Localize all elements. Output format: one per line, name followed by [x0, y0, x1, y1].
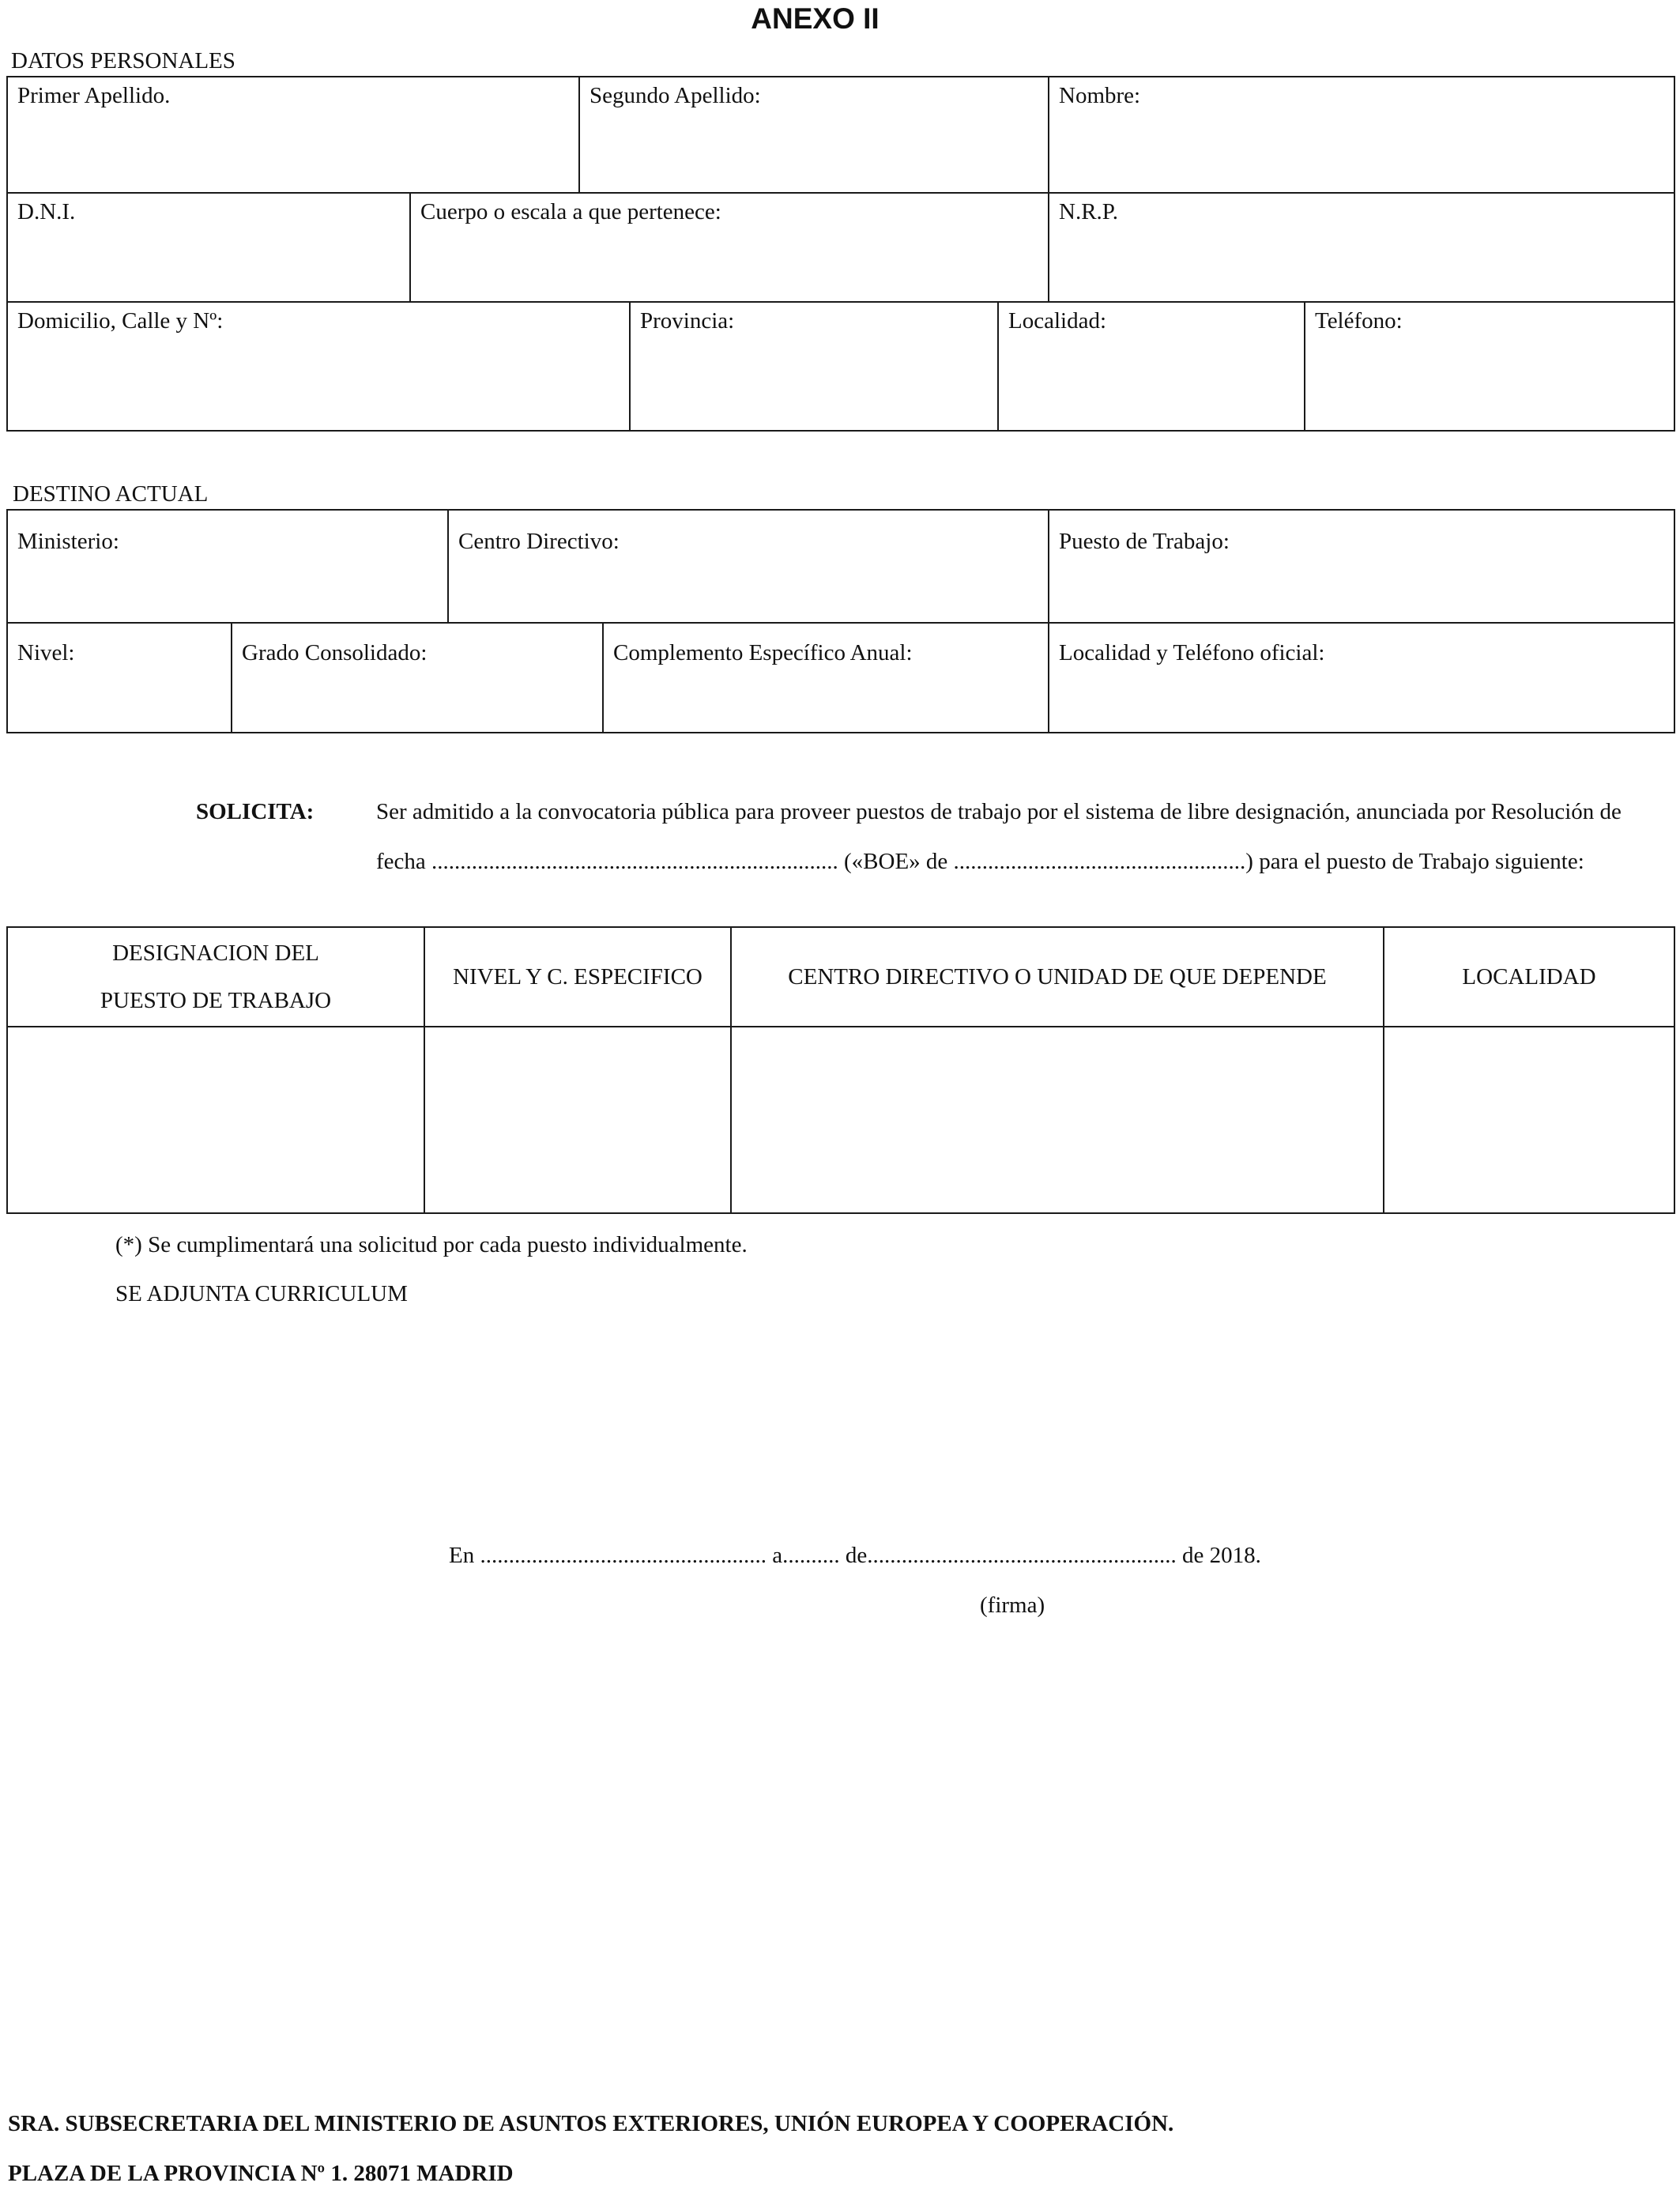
- field-label: Nivel:: [17, 640, 75, 665]
- field-label: Domicilio, Calle y Nº:: [17, 308, 224, 334]
- field-label: Primer Apellido.: [17, 83, 171, 108]
- cell-designacion[interactable]: [8, 1027, 424, 1212]
- note-text: (*) Se cumplimentará una solicitud por cada puesto individualmente.: [115, 1232, 748, 1257]
- section-heading-datos-personales: DATOS PERSONALES: [11, 48, 235, 74]
- field-label: Localidad:: [1008, 308, 1107, 334]
- field-domicilio[interactable]: [8, 303, 629, 430]
- field-label: Localidad y Teléfono oficial:: [1059, 640, 1325, 665]
- solicita-label: SOLICITA:: [196, 799, 315, 824]
- field-puesto-trabajo[interactable]: [1049, 511, 1674, 622]
- destino-actual-table: [6, 509, 1675, 733]
- solicita-text-line1: Ser admitido a la convocatoria pública para proveer puestos de trabajo por el sistema de libre designación, anunciada por Resolución de: [376, 799, 1622, 824]
- solicita-text-line2: fecha ....................................................................... («BOE» de ...................................................) para el puesto de Trabajo siguiente:: [376, 849, 1584, 874]
- field-label: Centro Directivo:: [458, 529, 620, 554]
- field-label: Teléfono:: [1315, 308, 1403, 334]
- field-segundo-apellido[interactable]: [580, 77, 1048, 192]
- field-grado-consolidado[interactable]: [232, 624, 602, 732]
- puestos-table: [6, 926, 1675, 1214]
- document-title: ANEXO II: [751, 2, 880, 35]
- footer-address: PLAZA DE LA PROVINCIA Nº 1. 28071 MADRID: [8, 2161, 514, 2186]
- header-text: CENTRO DIRECTIVO O UNIDAD DE QUE DEPENDE: [788, 963, 1327, 990]
- header-text: PUESTO DE TRABAJO: [100, 988, 332, 1013]
- field-ministerio[interactable]: [8, 511, 447, 622]
- header-text: DESIGNACION DEL: [112, 941, 319, 966]
- field-label: Puesto de Trabajo:: [1059, 529, 1230, 554]
- field-label: Complemento Específico Anual:: [613, 640, 913, 665]
- field-centro-directivo[interactable]: [449, 511, 1048, 622]
- field-label: Ministerio:: [17, 529, 119, 554]
- field-label: Cuerpo o escala a que pertenece:: [420, 199, 721, 224]
- header-text: LOCALIDAD: [1462, 963, 1596, 990]
- header-centro-directivo: [732, 928, 1383, 1026]
- field-label: N.R.P.: [1059, 199, 1118, 224]
- field-label: Grado Consolidado:: [242, 640, 428, 665]
- header-designacion: [8, 928, 424, 1026]
- cell-localidad[interactable]: [1384, 1027, 1674, 1212]
- field-nrp[interactable]: [1049, 194, 1674, 301]
- footer-addressee: SRA. SUBSECRETARIA DEL MINISTERIO DE ASUNTOS EXTERIORES, UNIÓN EUROPEA Y COOPERACIÓN.: [8, 2111, 1174, 2136]
- header-nivel-especifico: [425, 928, 730, 1026]
- field-nivel[interactable]: [8, 624, 231, 732]
- field-provincia[interactable]: [631, 303, 997, 430]
- field-dni[interactable]: [8, 194, 409, 301]
- cell-centro-directivo[interactable]: [732, 1027, 1383, 1212]
- field-localidad[interactable]: [999, 303, 1304, 430]
- field-primer-apellido[interactable]: [8, 77, 578, 192]
- cell-nivel-especifico[interactable]: [425, 1027, 730, 1212]
- field-label: Segundo Apellido:: [590, 83, 761, 108]
- field-label: Provincia:: [640, 308, 735, 334]
- field-label: Nombre:: [1059, 83, 1141, 108]
- signature-place-date: En .................................................. a.......... de...................................................... de 2018.: [449, 1543, 1261, 1568]
- field-localidad-telefono-oficial[interactable]: [1049, 624, 1674, 732]
- field-label: D.N.I.: [17, 199, 76, 224]
- section-heading-destino-actual: DESTINO ACTUAL: [13, 481, 209, 507]
- field-cuerpo-escala[interactable]: [411, 194, 1048, 301]
- signature-firma: (firma): [980, 1593, 1045, 1618]
- field-telefono[interactable]: [1305, 303, 1674, 430]
- field-nombre[interactable]: [1049, 77, 1674, 192]
- adjunta-curriculum: SE ADJUNTA CURRICULUM: [115, 1281, 408, 1306]
- header-localidad: [1384, 928, 1674, 1026]
- datos-personales-table: [6, 76, 1675, 432]
- header-text: NIVEL Y C. ESPECIFICO: [453, 963, 703, 990]
- field-complemento-especifico[interactable]: [604, 624, 1048, 732]
